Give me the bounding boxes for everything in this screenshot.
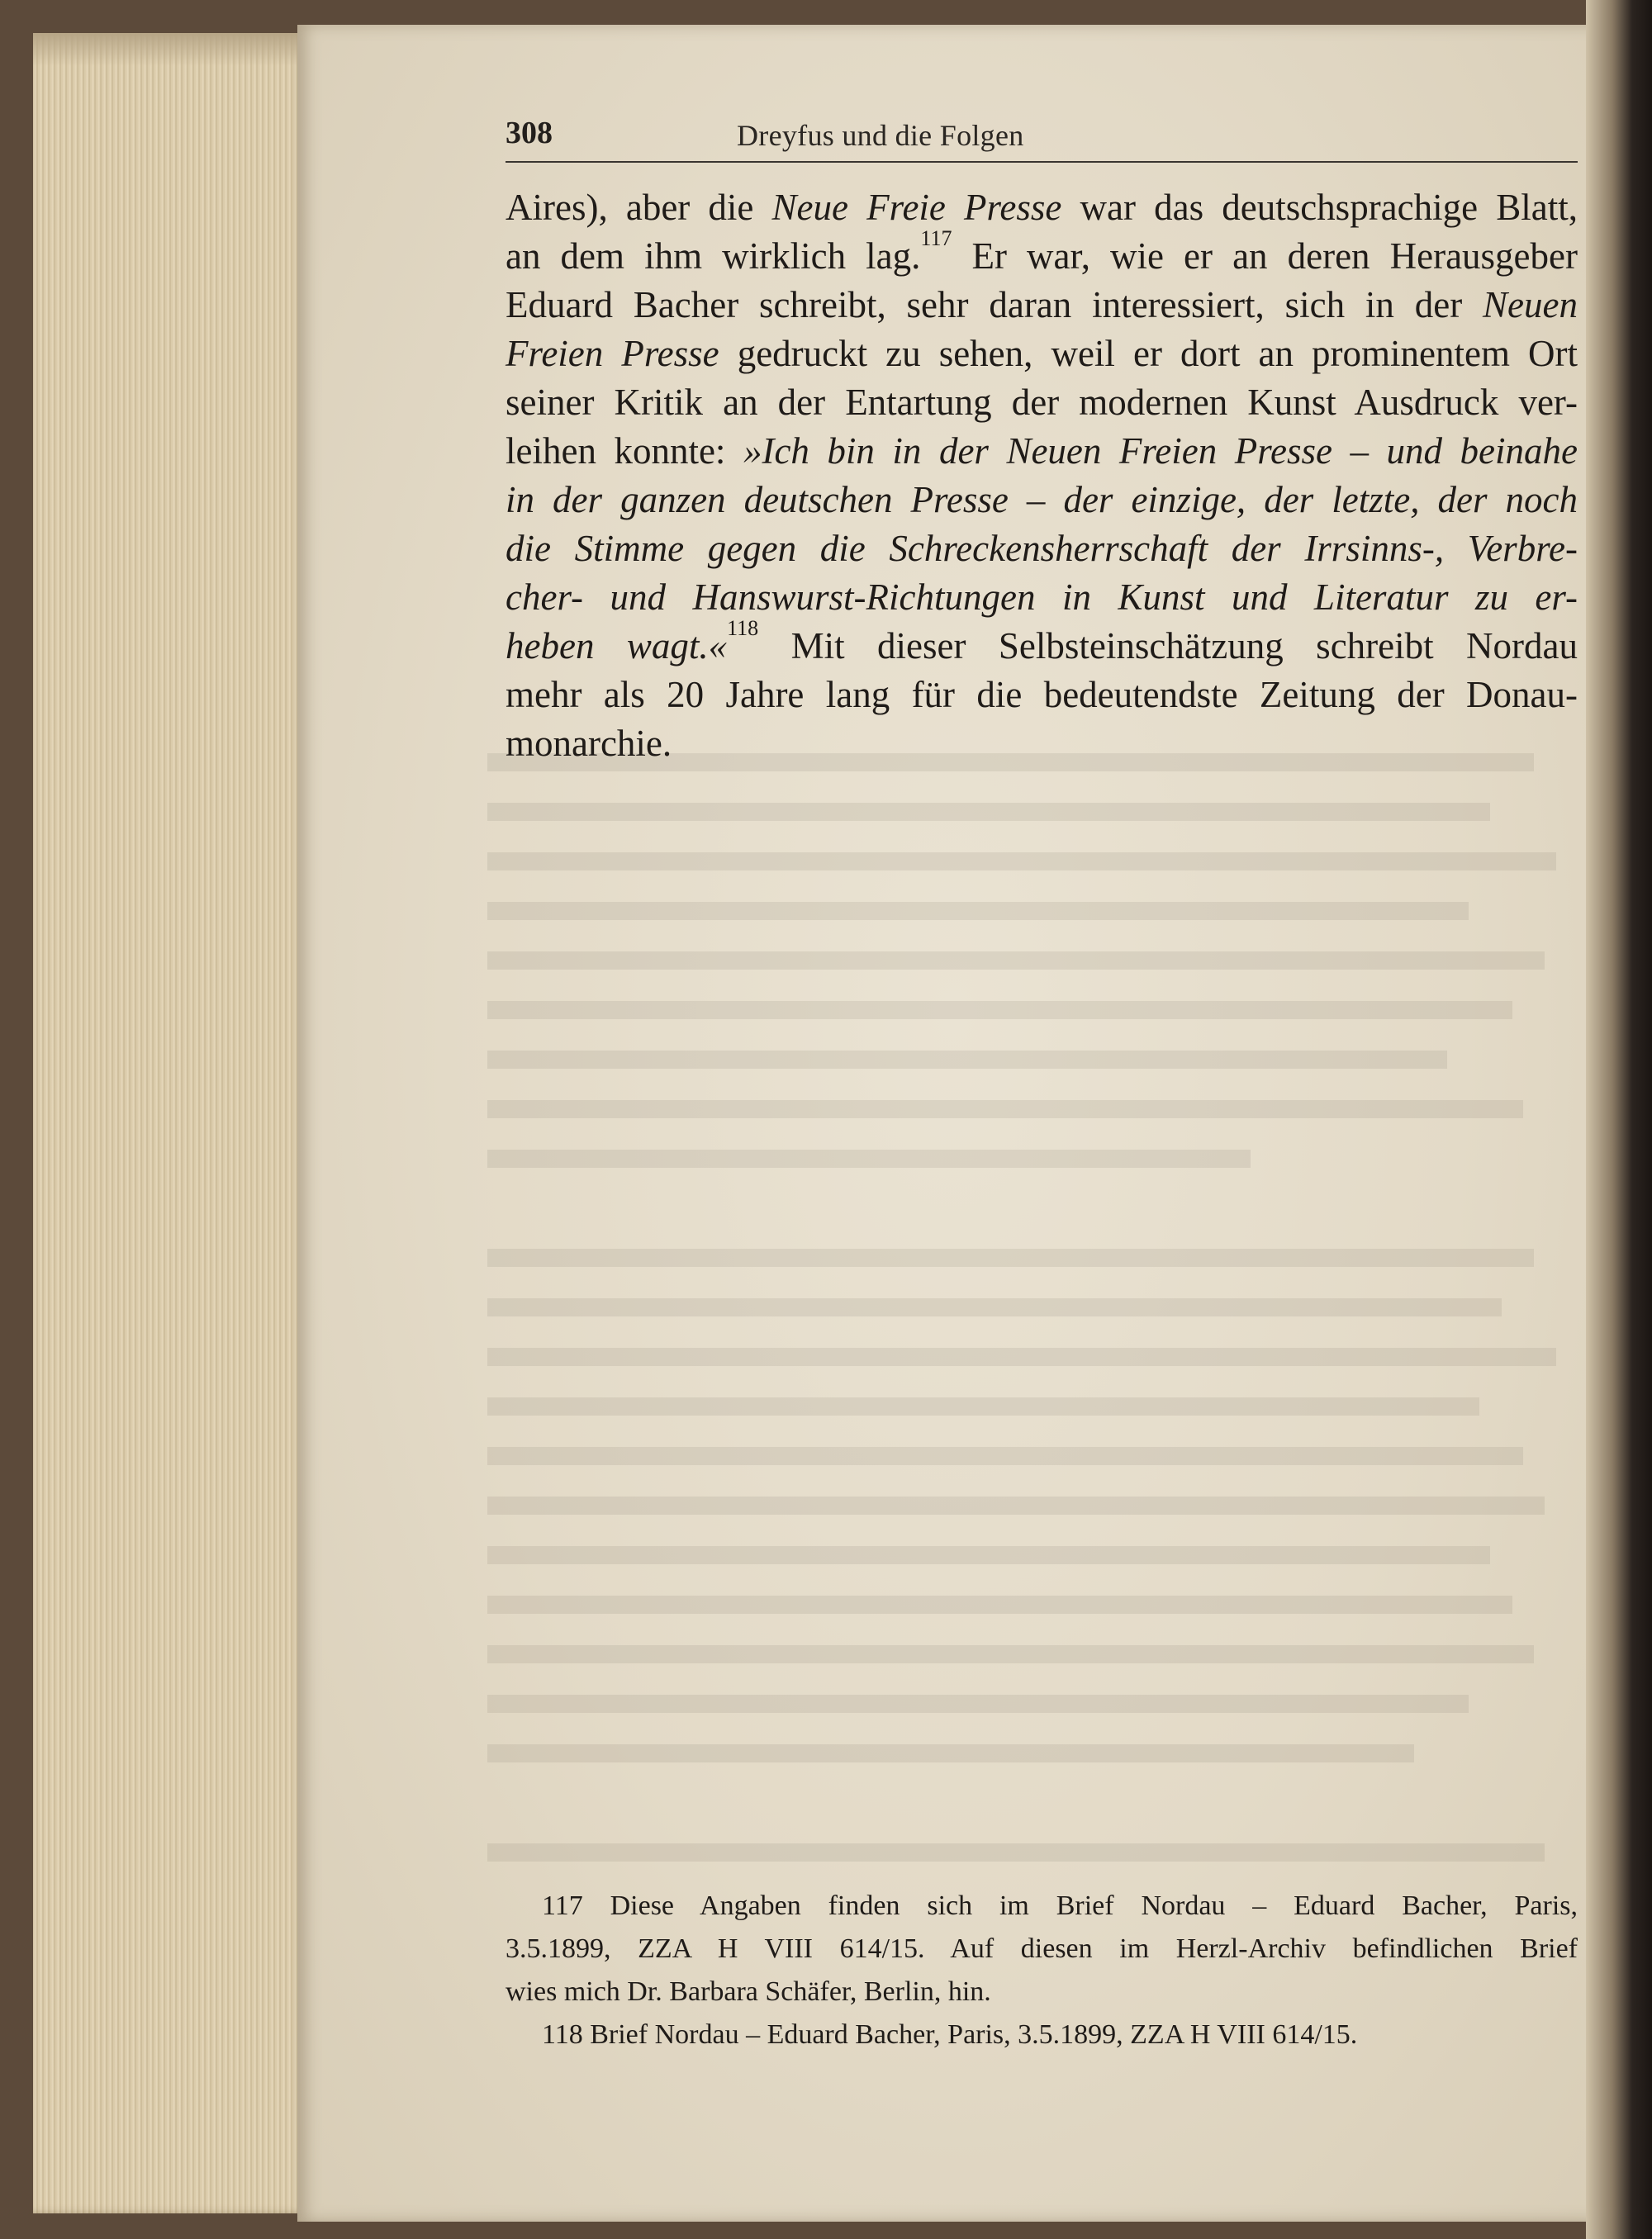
body-line: in der ganzen deutschen Presse – der einzige, der letzte, der noch	[506, 479, 1578, 520]
body-line: seiner Kritik an der Entartung der modernen Kunst Ausdruck ver-	[506, 382, 1578, 423]
footnote-line: 3.5.1899, ZZA H VIII 614/15. Auf diesen im Herzl-Archiv befindlichen Brief	[506, 1933, 1578, 1964]
body-line: an dem ihm wirklich lag.$^{117}$ Er war, wie er an deren Herausgeber	[506, 226, 1578, 277]
body-line: leihen konnte: »Ich bin in der Neuen Freien Presse – und beinahe	[506, 430, 1578, 472]
body-line: heben wagt.«$^{118}$ Mit dieser Selbsteinschätzung schreibt Nordau	[506, 616, 1578, 666]
footnotes	[506, 1885, 1578, 2056]
body-paragraph	[506, 183, 1578, 768]
book-page-edges	[33, 33, 306, 2213]
body-line: Aires), aber die Neue Freie Presse war das deutschsprachige Blatt,	[506, 187, 1578, 228]
body-line: die Stimme gegen die Schreckensherrschaft der Irrsinns-, Verbre-	[506, 528, 1578, 569]
book-edge-shadow	[33, 33, 306, 66]
footnote-line: 118 Brief Nordau – Eduard Bacher, Paris, 3.5.1899, ZZA H VIII 614/15.	[542, 2019, 1358, 2050]
body-line: Eduard Bacher schreibt, sehr daran interessiert, sich in der Neuen	[506, 284, 1578, 325]
body-line: mehr als 20 Jahre lang für die bedeutendste Zeitung der Donau-	[506, 674, 1578, 715]
footnote-line: wies mich Dr. Barbara Schäfer, Berlin, hin.	[506, 1976, 991, 2007]
running-head	[506, 111, 1578, 163]
body-line: Freien Presse gedruckt zu sehen, weil er dort an prominentem Ort	[506, 333, 1578, 374]
body-line: cher- und Hanswurst-Richtungen in Kunst und Literatur zu er-	[506, 576, 1578, 618]
body-line: monarchie.	[506, 723, 672, 764]
running-title: Dreyfus und die Folgen	[737, 119, 1024, 152]
page-number: 308	[506, 116, 553, 150]
footnote-line: 117 Diese Angaben finden sich im Brief Nordau – Eduard Bacher, Paris,	[542, 1890, 1578, 1921]
opposite-page-edge	[1586, 0, 1652, 2239]
